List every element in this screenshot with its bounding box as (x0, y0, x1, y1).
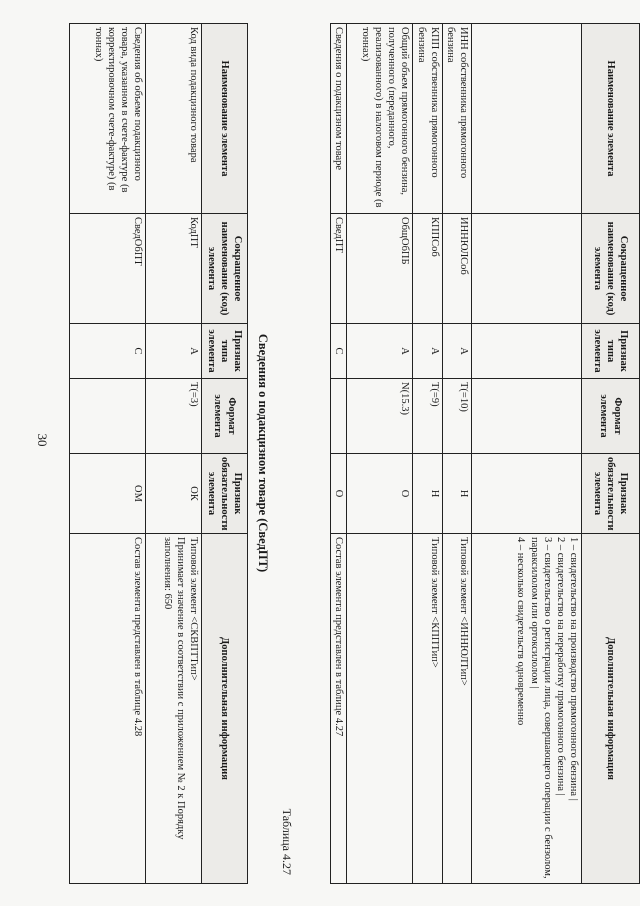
element-format-cell (70, 379, 146, 454)
table-row (146, 24, 202, 884)
element-type-cell: А (442, 324, 471, 379)
table-row (331, 24, 347, 884)
element-name-cell: КПП собственника прямогонного бензина (413, 24, 442, 214)
element-info-cell (413, 534, 442, 884)
element-required-cell: О (331, 454, 347, 534)
element-name-cell: Код вида подакцизного товара (146, 24, 202, 214)
element-info-cell (331, 534, 347, 884)
info-line: 3 – свидетельство о регистрации лица, совершающего операции с бензолом, параксилолом или ортоксилолом | (528, 537, 553, 879)
header-required: Признак обязательности элемента (202, 454, 248, 534)
element-code-cell: СведОбПТ (70, 214, 146, 324)
element-code-cell (472, 214, 582, 324)
table-row (442, 24, 471, 884)
header-code: Сокращенное наименование (код) элемента (582, 214, 640, 324)
info-line: Состав элемента представлен в таблице 4.27 (333, 537, 345, 737)
element-format-cell: T(=10) (442, 379, 471, 454)
info-line: 2 – свидетельство на переработку прямогонного бензина | (554, 537, 566, 796)
element-format-cell (331, 379, 347, 454)
table-title: Сведения о подакцизном товаре (СведПТ) (256, 333, 270, 573)
element-format-cell: T(=3) (146, 379, 202, 454)
table-row (472, 24, 582, 884)
header-name: Наименование элемента (582, 24, 640, 214)
element-required-cell: Н (442, 454, 471, 534)
element-type-cell: А (413, 324, 442, 379)
table-row (413, 24, 442, 884)
element-format-cell: N(15.3) (347, 379, 413, 454)
header-format: Формат элемента (582, 379, 640, 454)
rotated-document-body (40, 23, 640, 883)
element-name-cell: Сведения о подакцизном товаре (331, 24, 347, 214)
element-code-cell: КППСоб (413, 214, 442, 324)
element-type-cell: С (70, 324, 146, 379)
element-required-cell (472, 454, 582, 534)
element-type-cell: А (347, 324, 413, 379)
header-info: Дополнительная информация (202, 534, 248, 884)
element-info-cell (347, 534, 413, 884)
info-line: 4 – несколько свидетельств одновременно (515, 537, 527, 726)
element-type-cell: А (146, 324, 202, 379)
element-type-cell: С (331, 324, 347, 379)
table-header-row (582, 24, 640, 884)
element-name-cell: ИНН собственника прямогонного бензина (442, 24, 471, 214)
element-required-cell: Н (413, 454, 442, 534)
info-line: Состав элемента представлен в таблице 4.28 (132, 537, 143, 737)
info-line: Типовой элемент <СКВПТТип> (188, 537, 199, 681)
header-format: Формат элемента (202, 379, 248, 454)
table-header-row (202, 24, 248, 884)
header-type: Признак типа элемента (582, 324, 640, 379)
header-name: Наименование элемента (202, 24, 248, 214)
table-caption: Таблица 4.27 (280, 808, 294, 875)
header-type: Признак типа элемента (202, 324, 248, 379)
element-code-cell: ОбщОбПБ (347, 214, 413, 324)
element-format-cell: T(=9) (413, 379, 442, 454)
excise-goods-table (69, 23, 248, 884)
element-format-cell (472, 379, 582, 454)
element-type-cell (472, 324, 582, 379)
element-info-cell (146, 534, 202, 884)
element-code-cell: СведПТ (331, 214, 347, 324)
element-info-cell (70, 534, 146, 884)
element-info-cell (442, 534, 471, 884)
element-table-continued (330, 23, 640, 884)
element-name-cell: Сведения об объеме подакцизного товара, указанном в счете-фактуре (в корректировочном счете-фактуре) (в тоннах) (70, 24, 146, 214)
element-code-cell: ИННЮЛСоб (442, 214, 471, 324)
element-info-cell (472, 534, 582, 884)
element-required-cell: О (347, 454, 413, 534)
element-required-cell: ОМ (70, 454, 146, 534)
element-required-cell: ОК (146, 454, 202, 534)
element-code-cell: КодПТ (146, 214, 202, 324)
info-line: 1 – свидетельство на производство прямогонного бензина | (568, 537, 579, 801)
header-info: Дополнительная информация (582, 534, 640, 884)
element-name-cell: Общий объем прямогонного бензина, полученного (переданного, реализованного) в налоговом периоде (в тоннах) (347, 24, 413, 214)
table-row (70, 24, 146, 884)
header-required: Признак обязательности элемента (582, 454, 640, 534)
element-name-cell (472, 24, 582, 214)
info-line: Принимает значение в соответствии с приложением № 2 к Порядку заполнения: 650 (161, 537, 186, 840)
info-line: Типовой элемент <КППТип> (428, 537, 440, 668)
table-row (347, 24, 413, 884)
info-line: Типовой элемент <ИННЮЛТип> (458, 537, 469, 686)
page-number: 30 (35, 433, 50, 447)
header-code: Сокращенное наименование (код) элемента (202, 214, 248, 324)
